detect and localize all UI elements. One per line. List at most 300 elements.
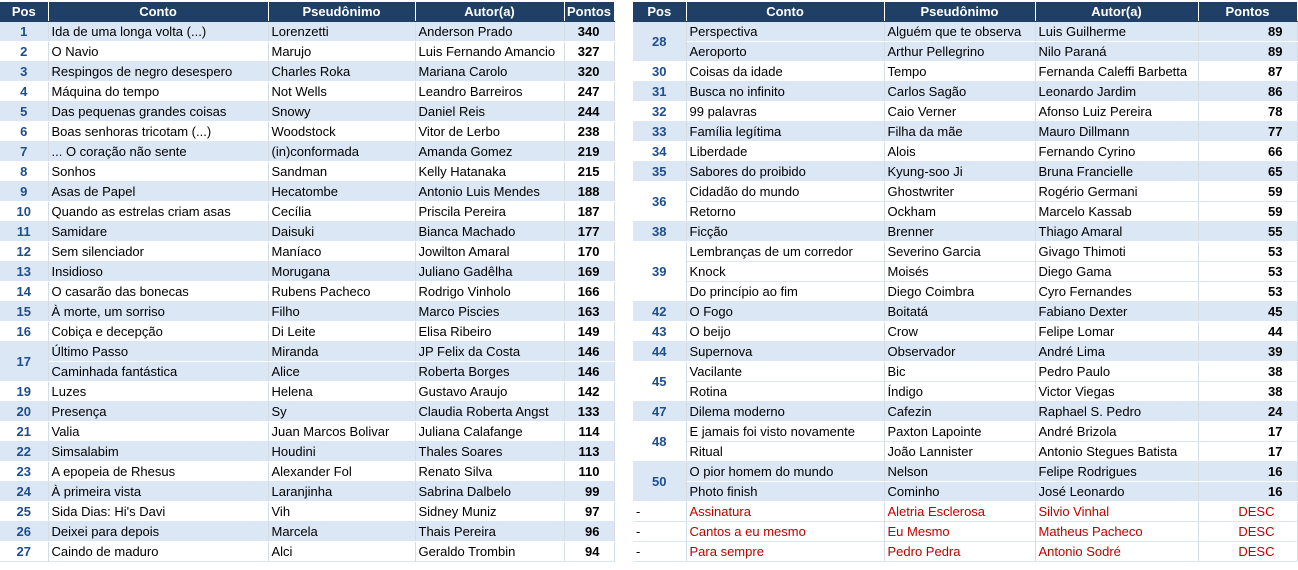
cell-pontos: DESC (1198, 522, 1297, 542)
cell-pos: 10 (0, 202, 48, 222)
cell-conto: Retorno (686, 202, 884, 222)
cell-autor: Thiago Amaral (1035, 222, 1198, 242)
table-row (633, 102, 1297, 122)
table-row (0, 542, 614, 562)
table-row (633, 62, 1297, 82)
cell-pos: 21 (0, 422, 48, 442)
cell-conto: O Navio (48, 42, 268, 62)
cell-pos: 8 (0, 162, 48, 182)
cell-pseudonimo: Helena (268, 382, 415, 402)
table-row (633, 382, 1297, 402)
cell-pseudonimo: Pedro Pedra (884, 542, 1035, 562)
table-row (0, 322, 614, 342)
cell-pontos: 114 (564, 422, 614, 442)
cell-pseudonimo: Crow (884, 322, 1035, 342)
cell-pseudonimo: Observador (884, 342, 1035, 362)
cell-pseudonimo: Sy (268, 402, 415, 422)
cell-conto: Lembranças de um corredor (686, 242, 884, 262)
cell-conto: À morte, um sorriso (48, 302, 268, 322)
cell-pseudonimo: Ghostwriter (884, 182, 1035, 202)
cell-pontos: 187 (564, 202, 614, 222)
cell-pseudonimo: Hecatombe (268, 182, 415, 202)
cell-pos: 9 (0, 182, 48, 202)
cell-autor: Marco Piscies (415, 302, 564, 322)
table-row (0, 102, 614, 122)
cell-pontos: 169 (564, 262, 614, 282)
cell-autor: Felipe Rodrigues (1035, 462, 1198, 482)
cell-pontos: 177 (564, 222, 614, 242)
cell-pontos: 66 (1198, 142, 1297, 162)
cell-pontos: 340 (564, 22, 614, 42)
cell-autor: Nilo Paraná (1035, 42, 1198, 62)
cell-pos: 22 (0, 442, 48, 462)
cell-autor: Geraldo Trombin (415, 542, 564, 562)
cell-autor: Givago Thimoti (1035, 242, 1198, 262)
cell-pontos: 113 (564, 442, 614, 462)
cell-conto: Boas senhoras tricotam (...) (48, 122, 268, 142)
cell-pos: - (633, 522, 686, 542)
cell-pontos: 89 (1198, 22, 1297, 42)
cell-autor: Cyro Fernandes (1035, 282, 1198, 302)
cell-autor: Amanda Gomez (415, 142, 564, 162)
cell-autor: Sabrina Dalbelo (415, 482, 564, 502)
cell-pos: 33 (633, 122, 686, 142)
cell-pseudonimo: Juan Marcos Bolivar (268, 422, 415, 442)
cell-pos: 17 (0, 342, 48, 382)
cell-conto: Busca no infinito (686, 82, 884, 102)
cell-pos: 39 (633, 242, 686, 302)
cell-autor: Marcelo Kassab (1035, 202, 1198, 222)
cell-pseudonimo: Ockham (884, 202, 1035, 222)
cell-pontos: 94 (564, 542, 614, 562)
cell-pseudonimo: Bic (884, 362, 1035, 382)
cell-autor: Victor Viegas (1035, 382, 1198, 402)
cell-autor: Luis Fernando Amancio (415, 42, 564, 62)
cell-pseudonimo: Maníaco (268, 242, 415, 262)
table-row (633, 402, 1297, 422)
cell-pseudonimo: Cecília (268, 202, 415, 222)
cell-autor: Elisa Ribeiro (415, 322, 564, 342)
cell-pontos: 247 (564, 82, 614, 102)
cell-pontos: 219 (564, 142, 614, 162)
cell-autor: Afonso Luiz Pereira (1035, 102, 1198, 122)
table-row (633, 362, 1297, 382)
cell-autor: Roberta Borges (415, 362, 564, 382)
cell-conto: Respingos de negro desespero (48, 62, 268, 82)
table-row (633, 422, 1297, 442)
cell-pseudonimo: Severino Garcia (884, 242, 1035, 262)
cell-pseudonimo: Alguém que te observa (884, 22, 1035, 42)
cell-pos: 32 (633, 102, 686, 122)
cell-autor: Renato Silva (415, 462, 564, 482)
header-pos: Pos (0, 2, 48, 22)
cell-autor: Fernanda Caleffi Barbetta (1035, 62, 1198, 82)
cell-conto: ... O coração não sente (48, 142, 268, 162)
cell-pseudonimo: Houdini (268, 442, 415, 462)
cell-pontos: 24 (1198, 402, 1297, 422)
cell-pseudonimo: Filho (268, 302, 415, 322)
table-row (633, 242, 1297, 262)
cell-pos: 25 (0, 502, 48, 522)
cell-pontos: 16 (1198, 462, 1297, 482)
cell-conto: Photo finish (686, 482, 884, 502)
table-row (0, 442, 614, 462)
cell-conto: Insidioso (48, 262, 268, 282)
cell-conto: Vacilante (686, 362, 884, 382)
cell-conto: Máquina do tempo (48, 82, 268, 102)
cell-conto: 99 palavras (686, 102, 884, 122)
cell-pseudonimo: Vih (268, 502, 415, 522)
cell-conto: Sabores do proibido (686, 162, 884, 182)
cell-pontos: 53 (1198, 262, 1297, 282)
cell-conto: Samidare (48, 222, 268, 242)
cell-autor: Fernando Cyrino (1035, 142, 1198, 162)
cell-conto: Cobiça e decepção (48, 322, 268, 342)
cell-pos: 34 (633, 142, 686, 162)
cell-pos: 26 (0, 522, 48, 542)
cell-pos: 50 (633, 462, 686, 502)
cell-autor: Antonio Luis Mendes (415, 182, 564, 202)
cell-pos: 36 (633, 182, 686, 222)
table-row (0, 222, 614, 242)
cell-autor: Silvio Vinhal (1035, 502, 1198, 522)
cell-pos: 3 (0, 62, 48, 82)
cell-pos: 4 (0, 82, 48, 102)
cell-pontos: 78 (1198, 102, 1297, 122)
cell-pontos: 17 (1198, 422, 1297, 442)
cell-pos: 14 (0, 282, 48, 302)
cell-pseudonimo: Snowy (268, 102, 415, 122)
table-row (0, 262, 614, 282)
cell-autor: Luis Guilherme (1035, 22, 1198, 42)
cell-conto: Quando as estrelas criam asas (48, 202, 268, 222)
cell-pontos: 97 (564, 502, 614, 522)
ranking-table-left (0, 2, 615, 562)
cell-pos: 2 (0, 42, 48, 62)
cell-pontos: 96 (564, 522, 614, 542)
cell-conto: Knock (686, 262, 884, 282)
cell-autor: José Leonardo (1035, 482, 1198, 502)
cell-conto: Assinatura (686, 502, 884, 522)
cell-pseudonimo: Daisuki (268, 222, 415, 242)
cell-conto: O pior homem do mundo (686, 462, 884, 482)
cell-conto: Valia (48, 422, 268, 442)
table-row (633, 82, 1297, 102)
cell-pseudonimo: Sandman (268, 162, 415, 182)
cell-pos: 5 (0, 102, 48, 122)
cell-autor: Rodrigo Vinholo (415, 282, 564, 302)
table-row (0, 482, 614, 502)
cell-pos: 11 (0, 222, 48, 242)
cell-pos: 6 (0, 122, 48, 142)
cell-conto: Sem silenciador (48, 242, 268, 262)
cell-conto: E jamais foi visto novamente (686, 422, 884, 442)
header-row (633, 2, 1297, 22)
cell-conto: Luzes (48, 382, 268, 402)
cell-pos: 19 (0, 382, 48, 402)
cell-pos: - (633, 542, 686, 562)
cell-pos: 47 (633, 402, 686, 422)
cell-autor: Vitor de Lerbo (415, 122, 564, 142)
cell-pseudonimo: Filha da mãe (884, 122, 1035, 142)
table-row (0, 302, 614, 322)
cell-pontos: 87 (1198, 62, 1297, 82)
cell-pontos: 17 (1198, 442, 1297, 462)
cell-autor: Leandro Barreiros (415, 82, 564, 102)
cell-conto: Presença (48, 402, 268, 422)
cell-pseudonimo: Di Leite (268, 322, 415, 342)
cell-conto: Ritual (686, 442, 884, 462)
cell-pseudonimo: Lorenzetti (268, 22, 415, 42)
table-row (633, 202, 1297, 222)
cell-conto: Supernova (686, 342, 884, 362)
cell-pos: 31 (633, 82, 686, 102)
cell-autor: Fabiano Dexter (1035, 302, 1198, 322)
cell-conto: Para sempre (686, 542, 884, 562)
cell-conto: Sida Dias: Hi's Davi (48, 502, 268, 522)
table-row (0, 402, 614, 422)
cell-autor: Claudia Roberta Angst (415, 402, 564, 422)
cell-autor: Juliana Calafange (415, 422, 564, 442)
cell-conto: À primeira vista (48, 482, 268, 502)
desc-row (633, 522, 1297, 542)
cell-pseudonimo: Índigo (884, 382, 1035, 402)
table-row (0, 502, 614, 522)
cell-autor: Priscila Pereira (415, 202, 564, 222)
cell-pontos: 16 (1198, 482, 1297, 502)
cell-autor: Gustavo Araujo (415, 382, 564, 402)
cell-pos: 13 (0, 262, 48, 282)
cell-autor: André Brizola (1035, 422, 1198, 442)
cell-conto: Deixei para depois (48, 522, 268, 542)
desc-row (633, 502, 1297, 522)
cell-pontos: DESC (1198, 502, 1297, 522)
cell-conto: O Fogo (686, 302, 884, 322)
cell-pseudonimo: Alois (884, 142, 1035, 162)
cell-pos: 28 (633, 22, 686, 62)
header-conto: Conto (686, 2, 884, 22)
cell-pontos: 146 (564, 342, 614, 362)
cell-pontos: 163 (564, 302, 614, 322)
cell-pos: 43 (633, 322, 686, 342)
table-row (0, 42, 614, 62)
table-row (633, 142, 1297, 162)
cell-pos: 38 (633, 222, 686, 242)
cell-pos: 15 (0, 302, 48, 322)
cell-conto: Último Passo (48, 342, 268, 362)
table-row (0, 282, 614, 302)
cell-pseudonimo: Arthur Pellegrino (884, 42, 1035, 62)
header-pos: Pos (633, 2, 686, 22)
table-row (633, 262, 1297, 282)
cell-conto: Perspectiva (686, 22, 884, 42)
cell-pontos: 86 (1198, 82, 1297, 102)
cell-pseudonimo: Cafezin (884, 402, 1035, 422)
table-row (0, 422, 614, 442)
cell-pontos: 166 (564, 282, 614, 302)
cell-pos: 27 (0, 542, 48, 562)
table-row (0, 522, 614, 542)
cell-pos: 44 (633, 342, 686, 362)
cell-pos: 7 (0, 142, 48, 162)
header-autor: Autor(a) (1035, 2, 1198, 22)
cell-pontos: 170 (564, 242, 614, 262)
cell-autor: Leonardo Jardim (1035, 82, 1198, 102)
header-autor: Autor(a) (415, 2, 564, 22)
header-pontos: Pontos (564, 2, 614, 22)
cell-autor: Rogério Germani (1035, 182, 1198, 202)
table-row (0, 22, 614, 42)
table-row (0, 242, 614, 262)
cell-pos: 42 (633, 302, 686, 322)
cell-pontos: 110 (564, 462, 614, 482)
cell-pontos: 59 (1198, 202, 1297, 222)
cell-conto: Cidadão do mundo (686, 182, 884, 202)
cell-pontos: 188 (564, 182, 614, 202)
cell-conto: O beijo (686, 322, 884, 342)
cell-autor: André Lima (1035, 342, 1198, 362)
cell-pos: 1 (0, 22, 48, 42)
table-row (633, 22, 1297, 42)
cell-pseudonimo: Eu Mesmo (884, 522, 1035, 542)
cell-pseudonimo: Cominho (884, 482, 1035, 502)
cell-conto: A epopeia de Rhesus (48, 462, 268, 482)
cell-pseudonimo: Moisés (884, 262, 1035, 282)
cell-pontos: 238 (564, 122, 614, 142)
cell-pseudonimo: Brenner (884, 222, 1035, 242)
cell-pontos: 244 (564, 102, 614, 122)
table-row (0, 182, 614, 202)
cell-pseudonimo: Woodstock (268, 122, 415, 142)
cell-pseudonimo: Marcela (268, 522, 415, 542)
cell-conto: Do princípio ao fim (686, 282, 884, 302)
table-row (633, 122, 1297, 142)
cell-pontos: 149 (564, 322, 614, 342)
cell-autor: Matheus Pacheco (1035, 522, 1198, 542)
table-row (0, 342, 614, 362)
table-row (0, 142, 614, 162)
cell-pontos: 89 (1198, 42, 1297, 62)
cell-pseudonimo: Alice (268, 362, 415, 382)
cell-autor: Mauro Dillmann (1035, 122, 1198, 142)
cell-conto: Liberdade (686, 142, 884, 162)
cell-pontos: 320 (564, 62, 614, 82)
cell-pseudonimo: (in)conformada (268, 142, 415, 162)
table-row (633, 442, 1297, 462)
header-row (0, 2, 614, 22)
cell-conto: Das pequenas grandes coisas (48, 102, 268, 122)
cell-autor: Daniel Reis (415, 102, 564, 122)
table-row (633, 162, 1297, 182)
cell-conto: Dilema moderno (686, 402, 884, 422)
table-row (0, 382, 614, 402)
table-row (633, 462, 1297, 482)
header-pseudonimo: Pseudônimo (268, 2, 415, 22)
cell-conto: Caindo de maduro (48, 542, 268, 562)
cell-pseudonimo: Aletria Esclerosa (884, 502, 1035, 522)
cell-pontos: DESC (1198, 542, 1297, 562)
table-row (633, 302, 1297, 322)
cell-pseudonimo: Miranda (268, 342, 415, 362)
cell-pontos: 65 (1198, 162, 1297, 182)
cell-pseudonimo: João Lannister (884, 442, 1035, 462)
cell-pseudonimo: Tempo (884, 62, 1035, 82)
cell-pseudonimo: Diego Coimbra (884, 282, 1035, 302)
cell-autor: Antonio Sodré (1035, 542, 1198, 562)
cell-conto: Sonhos (48, 162, 268, 182)
cell-pontos: 59 (1198, 182, 1297, 202)
table-row (0, 162, 614, 182)
table-row (633, 342, 1297, 362)
cell-pseudonimo: Alexander Fol (268, 462, 415, 482)
cell-pontos: 146 (564, 362, 614, 382)
table-row (0, 202, 614, 222)
header-pseudonimo: Pseudônimo (884, 2, 1035, 22)
desc-row (633, 542, 1297, 562)
cell-conto: Asas de Papel (48, 182, 268, 202)
cell-pontos: 44 (1198, 322, 1297, 342)
cell-pseudonimo: Charles Roka (268, 62, 415, 82)
cell-pos: 35 (633, 162, 686, 182)
cell-pseudonimo: Rubens Pacheco (268, 282, 415, 302)
table-row (633, 322, 1297, 342)
cell-autor: Thales Soares (415, 442, 564, 462)
cell-pontos: 77 (1198, 122, 1297, 142)
cell-autor: Kelly Hatanaka (415, 162, 564, 182)
cell-pos: - (633, 502, 686, 522)
cell-conto: Rotina (686, 382, 884, 402)
cell-pontos: 39 (1198, 342, 1297, 362)
cell-conto: Coisas da idade (686, 62, 884, 82)
cell-autor: Antonio Stegues Batista (1035, 442, 1198, 462)
cell-pseudonimo: Paxton Lapointe (884, 422, 1035, 442)
cell-pseudonimo: Nelson (884, 462, 1035, 482)
cell-pseudonimo: Not Wells (268, 82, 415, 102)
cell-pseudonimo: Kyung-soo Ji (884, 162, 1035, 182)
cell-pontos: 53 (1198, 242, 1297, 262)
cell-conto: Família legítima (686, 122, 884, 142)
table-row (633, 222, 1297, 242)
cell-pseudonimo: Boitatá (884, 302, 1035, 322)
table-row (633, 282, 1297, 302)
cell-conto: Caminhada fantástica (48, 362, 268, 382)
cell-pseudonimo: Alci (268, 542, 415, 562)
cell-autor: Pedro Paulo (1035, 362, 1198, 382)
cell-conto: Simsalabim (48, 442, 268, 462)
cell-autor: Bruna Francielle (1035, 162, 1198, 182)
cell-autor: Bianca Machado (415, 222, 564, 242)
cell-pos: 48 (633, 422, 686, 462)
cell-conto: Cantos a eu mesmo (686, 522, 884, 542)
table-row (0, 62, 614, 82)
table-row (633, 182, 1297, 202)
cell-pseudonimo: Marujo (268, 42, 415, 62)
cell-pontos: 327 (564, 42, 614, 62)
cell-pontos: 215 (564, 162, 614, 182)
cell-autor: Juliano Gadêlha (415, 262, 564, 282)
cell-pontos: 55 (1198, 222, 1297, 242)
cell-pos: 12 (0, 242, 48, 262)
cell-autor: Jowilton Amaral (415, 242, 564, 262)
cell-conto: Ida de uma longa volta (...) (48, 22, 268, 42)
cell-pos: 23 (0, 462, 48, 482)
header-conto: Conto (48, 2, 268, 22)
cell-autor: Thais Pereira (415, 522, 564, 542)
table-row (0, 362, 614, 382)
cell-pos: 24 (0, 482, 48, 502)
table-row (633, 482, 1297, 502)
cell-autor: Anderson Prado (415, 22, 564, 42)
